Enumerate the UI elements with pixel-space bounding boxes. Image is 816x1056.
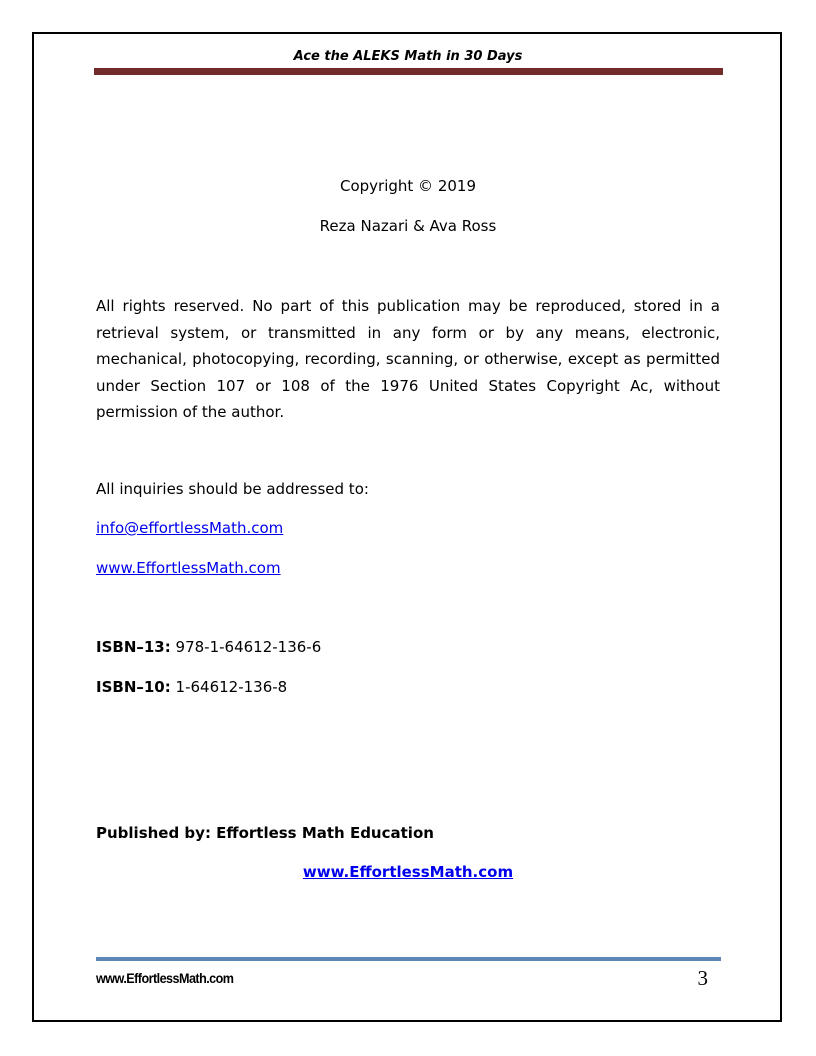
footer-website: www.EffortlessMath.com [96, 970, 234, 986]
email-line [96, 519, 283, 537]
isbn13-value: 978-1-64612-136-6 [175, 638, 322, 656]
isbn10-line [96, 678, 287, 696]
publisher-website-link[interactable]: www.EffortlessMath.com [302, 863, 514, 881]
isbn10-value: 1-64612-136-8 [175, 678, 288, 696]
rights-paragraph: All rights reserved. No part of this publication may be reproduced, stored in a retrieval system, or transmitted in any form or by any means, electronic, mechanical, photocopying, recording, scanning, or otherwise, except as permitted under Section 107 or 108 of the 1976 United States Copyright Ac, without permission of the author. [96, 297, 720, 421]
authors-line: Reza Nazari & Ava Ross [319, 217, 497, 235]
website-link[interactable]: www.EffortlessMath.com [96, 559, 281, 577]
footer-rule [96, 957, 721, 961]
isbn13-label: ISBN–13: [96, 638, 171, 656]
running-header-title: Ace the ALEKS Math in 30 Days [293, 49, 523, 64]
copyright-line: Copyright © 2019 [339, 177, 476, 195]
inquiries-label: All inquiries should be addressed to: [96, 480, 369, 498]
isbn13-line [96, 638, 321, 656]
header-rule [94, 68, 723, 75]
publisher-link-line [96, 863, 720, 881]
isbn10-label: ISBN–10: [96, 678, 171, 696]
publisher-label: Published by: Effortless Math Education [96, 824, 434, 842]
email-link[interactable]: info@effortlessMath.com [96, 519, 284, 537]
page-number: 3 [697, 966, 708, 990]
website-line [96, 559, 281, 577]
